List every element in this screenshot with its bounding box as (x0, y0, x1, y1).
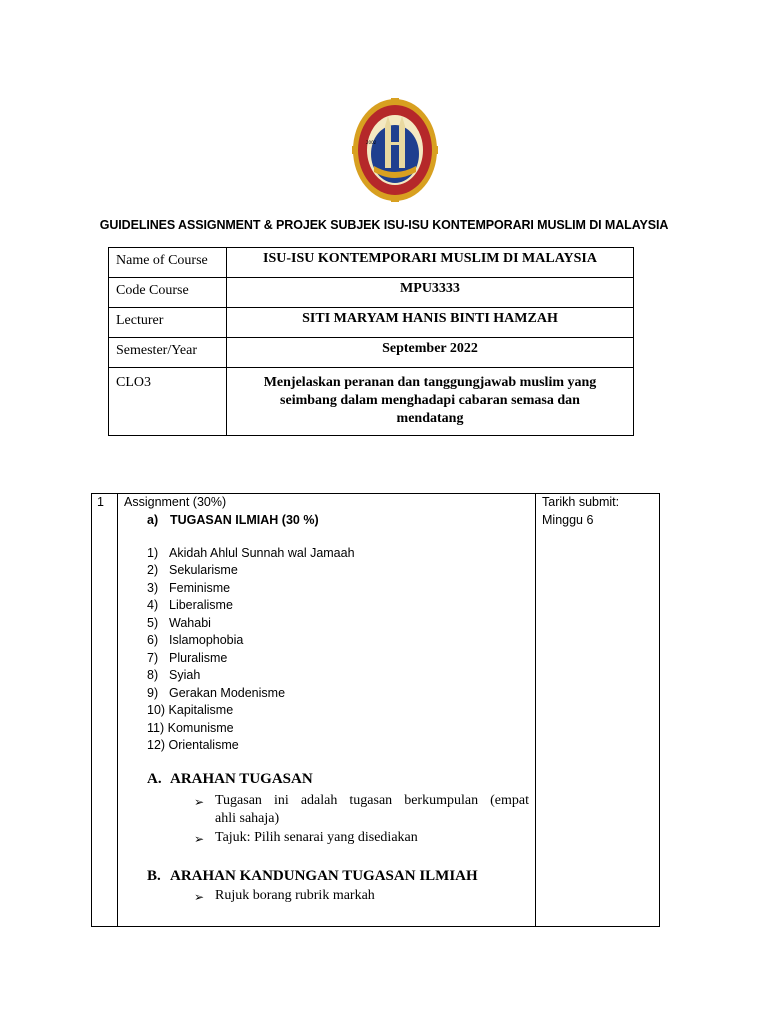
list-item (147, 668, 200, 682)
list-item (147, 598, 233, 612)
item-text: Sekularisme (169, 563, 238, 577)
subsection-label: a) (147, 513, 159, 527)
item-text: Feminisme (169, 581, 231, 595)
section-b-title: ARAHAN KANDUNGAN TUGASAN ILMIAH (170, 868, 478, 884)
course-code: MPU3333 (227, 278, 634, 308)
row-label: Semester/Year (109, 338, 227, 368)
list-item: 11) Komunisme (147, 721, 234, 735)
lecturer-name: SITI MARYAM HANIS BINTI HAMZAH (227, 308, 634, 338)
section-a-bullet: Tugasan ini adalah tugasan berkumpulan (empat (215, 793, 529, 808)
item-number: 2) (147, 563, 159, 577)
item-text: Gerakan Modenisme (169, 686, 286, 700)
item-number: 8) (147, 668, 159, 682)
section-a-bullet: Tajuk: Pilih senarai yang disediakan (215, 830, 418, 845)
row-label: Name of Course (109, 248, 227, 278)
course-name: ISU-ISU KONTEMPORARI MUSLIM DI MALAYSIA (227, 248, 634, 278)
list-item (147, 563, 238, 577)
course-info-table (108, 247, 634, 436)
row-label: CLO3 (109, 368, 227, 436)
list-item (147, 686, 285, 700)
arrow-bullet-icon: ➢ (194, 832, 205, 846)
row-label: Lecturer (109, 308, 227, 338)
assignment-heading: Assignment (30%) (124, 495, 227, 509)
document-title: GUIDELINES ASSIGNMENT & PROJEK SUBJEK ISU-ISU KONTEMPORARI MUSLIM DI MALAYSIA (99, 218, 669, 232)
table-row (109, 338, 634, 368)
table-row (109, 308, 634, 338)
section-b-bullet: Rujuk borang rubrik markah (215, 888, 375, 903)
clo-description (227, 368, 634, 436)
clo-line: seimbang dalam menghadapi cabaran semasa dan (280, 393, 580, 408)
list-item (147, 633, 243, 647)
subsection-title: TUGASAN ILMIAH (30 %) (170, 513, 319, 527)
arrow-bullet-icon: ➢ (194, 795, 205, 809)
clo-line: Menjelaskan peranan dan tanggungjawab muslim yang (263, 375, 597, 390)
list-item (147, 581, 230, 595)
item-text: Akidah Ahlul Sunnah wal Jamaah (169, 546, 355, 560)
section-a-letter: A. (147, 771, 162, 787)
item-number: 9) (147, 686, 159, 700)
section-b-letter: B. (147, 868, 161, 884)
item-number: 1) (147, 546, 159, 560)
item-text: Islamophobia (169, 633, 244, 647)
section-a-bullet: ahli sahaja) (215, 811, 280, 826)
table-row (109, 278, 634, 308)
item-text: Syiah (169, 668, 201, 682)
item-number: 4) (147, 598, 159, 612)
list-item (147, 616, 211, 630)
submit-label: Tarikh submit: (542, 495, 620, 509)
list-item: 12) Orientalisme (147, 738, 239, 752)
clo-line: mendatang (396, 411, 464, 426)
column-divider (117, 493, 118, 927)
column-divider (535, 493, 536, 927)
item-text: Pluralisme (169, 651, 228, 665)
table-row (109, 248, 634, 278)
arrow-bullet-icon: ➢ (194, 890, 205, 904)
semester-year: September 2022 (227, 338, 634, 368)
item-number: 5) (147, 616, 159, 630)
row-label: Code Course (109, 278, 227, 308)
item-number: 7) (147, 651, 159, 665)
list-item (147, 651, 227, 665)
submit-value: Minggu 6 (542, 513, 594, 527)
list-item: 10) Kapitalisme (147, 703, 234, 717)
item-text: Liberalisme (169, 598, 233, 612)
item-text: Wahabi (169, 616, 211, 630)
item-number: 3) (147, 581, 159, 595)
svg-text:2002: 2002 (366, 140, 377, 145)
table-row (109, 368, 634, 436)
section-a-title: ARAHAN TUGASAN (170, 771, 313, 787)
item-number: 6) (147, 633, 159, 647)
list-item (147, 546, 355, 560)
university-logo (352, 98, 438, 202)
assignment-number: 1 (97, 495, 104, 509)
